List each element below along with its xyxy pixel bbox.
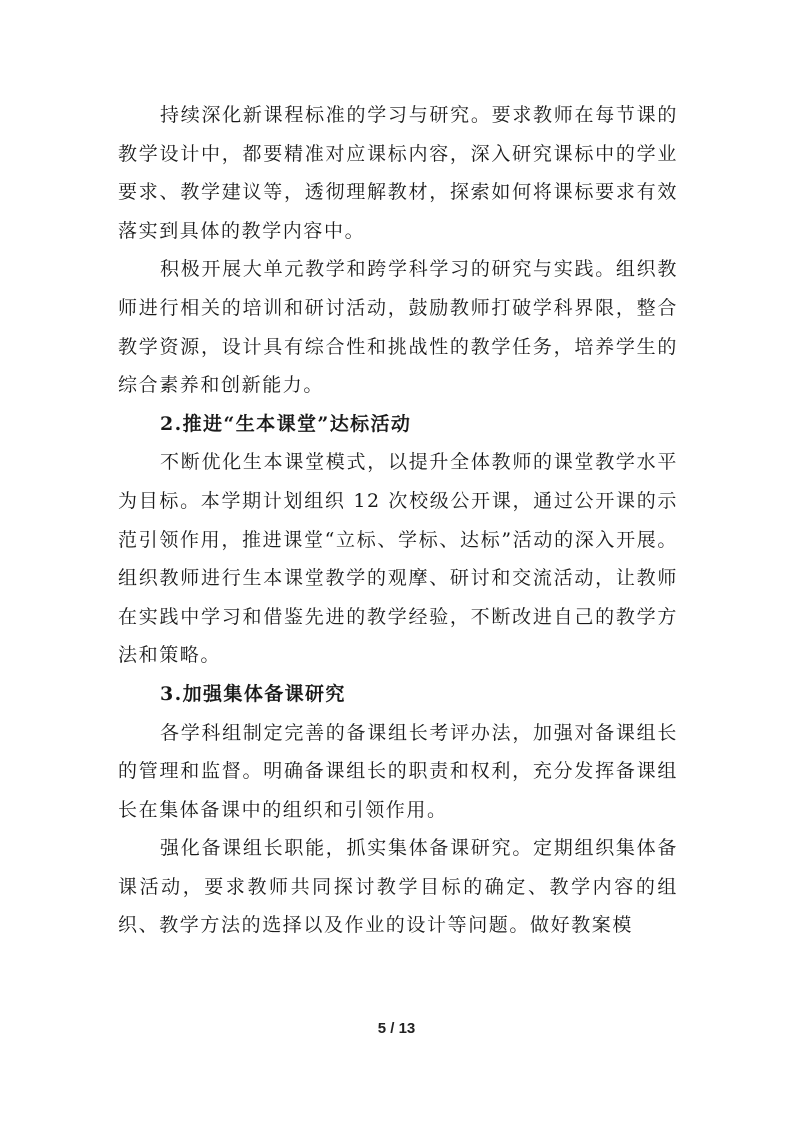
- document-body: [118, 96, 678, 945]
- paragraph-unit-teaching: 积极开展大单元教学和跨学科学习的研究与实践。组织教师进行相关的培训和研讨活动，鼓励教师打破学科界限，整合教学资源，设计具有综合性和挑战性的教学任务，培养学生的综合素养和创新能力。: [118, 258, 678, 397]
- paragraph-curriculum-standards: 持续深化新课程标准的学习与研究。要求教师在每节课的教学设计中，都要精准对应课标内容，深入研究课标中的学业要求、教学建议等，透彻理解教材，探索如何将课标要求有效落实到具体的教学内容中。: [118, 104, 678, 242]
- paragraph-lesson-prep-leader-role: 强化备课组长职能，抓实集体备课研究。定期组织集体备课活动，要求教师共同探讨教学目标的确定、教学内容的组织、教学方法的选择以及作业的设计等问题。做好教案模: [118, 837, 678, 937]
- paragraph-lesson-prep-leader-evaluation: 各学科组制定完善的备课组长考评办法，加强对备课组长的管理和监督。明确备课组长的职责和权利，充分发挥备课组长在集体备课中的组织和引领作用。: [118, 721, 678, 821]
- page-number: 5 / 13: [377, 1020, 416, 1037]
- section-heading-collective-lesson-prep: 3.加强集体备课研究: [160, 682, 346, 705]
- section-heading-student-centered-class: 2.推进“生本课堂”达标活动: [160, 412, 412, 435]
- paragraph-student-centered-class: 不断优化生本课堂模式，以提升全体教师的课堂教学水平为目标。本学期计划组织 12 次校级公开课，通过公开课的示范引领作用，推进课堂“立标、学标、达标”活动的深入开展。组织教师进行生本课堂教学的观摩、研讨和交流活动，让教师在实践中学习和借鉴先进的教学经验，不断改进自己的教学方法和策略。: [118, 451, 678, 667]
